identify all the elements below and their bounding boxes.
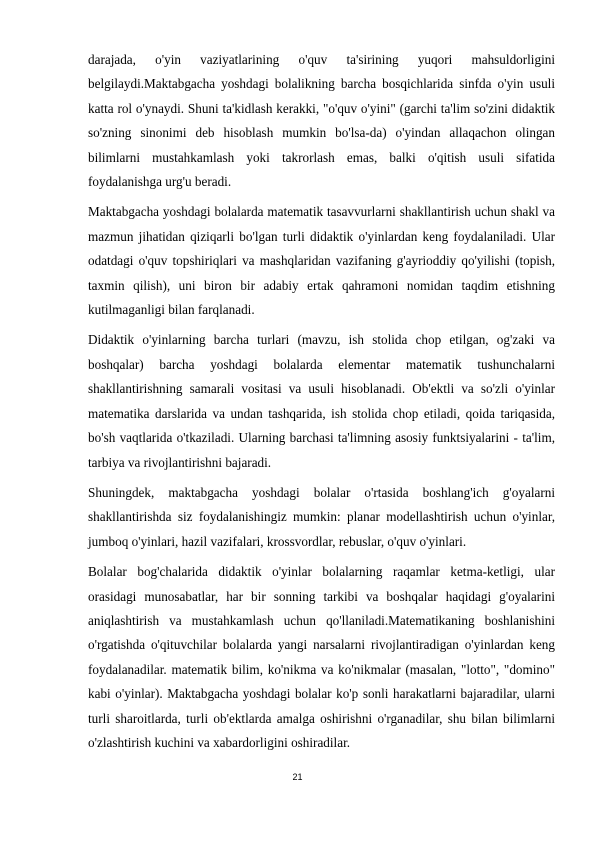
document-body: [88, 48, 555, 761]
page-number: 21: [292, 772, 303, 782]
paragraph-4: Shuningdek, maktabgacha yoshdagi bolalar o'rtasida boshlang'ich g'oyalarni shakllantirishda siz foydalanishingiz mumkin: planar modellashtirish uchun o'yinlar, jumboq o'yinlari, hazil vazifalari, krossvordlar, rebuslar, o'quv o'yinlari.: [88, 484, 555, 549]
paragraph-2: Maktabgacha yoshdagi bolalarda matematik tasavvurlarni shakllantirish uchun shakl va mazmun jihatidan qiziqarli bo'lgan turli didaktik o'yinlardan keng foydalaniladi. Ular odatdagi o'quv topshiriqlari va mashqlaridan vazifaning g'ayrioddiy qo'yilishi (topish, taxmin qilish), uni biron bir adabiy ertak qahramoni nomidan taqdim etishning kutilmaganligi bilan farqlanadi.: [88, 204, 555, 318]
paragraph-1: darajada, o'yin vaziyatlarining o'quv ta'sirining yuqori mahsuldorligini belgilaydi.Maktabgacha yoshdagi bolalikning barcha bosqichlarida sinfda o'yin usuli katta rol o'ynaydi. Shuni ta'kidlash kerakki, "o'quv o'yini" (garchi ta'lim so'zini didaktik so'zning sinonimi deb hisoblash mumkin bo'lsa-da) o'yindan allaqachon olingan bilimlarni mustahkamlash yoki takrorlash emas, balki o'qitish usuli sifatida foydalanishga urg'u beradi.: [88, 52, 555, 190]
paragraph-5: Bolalar bog'chalarida didaktik o'yinlar bolalarning raqamlar ketma-ketligi, ular orasidagi munosabatlar, har bir sonning tarkibi va boshqalar haqidagi g'oyalarini aniqlashtirish va mustahkamlash uchun qo'llaniladi.Matematikaning boshlanishini o'rgatishda o'qituvchilar bolalarda yangi narsalarni rivojlantiradigan o'yinlardan keng foydalanadilar. matematik bilim, ko'nikma va ko'nikmalar (masalan, "lotto", "domino" kabi o'yinlar). Maktabgacha yoshdagi bolalar ko'p sonli harakatlarni bajaradilar, ularni turli sharoitlarda, turli ob'ektlarda amalga oshirishni o'rganadilar, shu bilan bilimlarni o'zlashtirish kuchini va xabardorligini oshiradilar.: [88, 564, 555, 750]
paragraph-3: Didaktik o'yinlarning barcha turlari (mavzu, ish stolida chop etilgan, og'zaki va boshqalar) barcha yoshdagi bolalarda elementar matematik tushunchalarni shakllantirishning samarali vositasi va usuli hisoblanadi. Ob'ektli va so'zli o'yinlar matematika darslarida va undan tashqarida, ish stolida chop etiladi, qoida tariqasida, bo'sh vaqtlarida o'tkaziladi. Ularning barchasi ta'limning asosiy funktsiyalarini - ta'lim, tarbiya va rivojlantirishni bajaradi.: [88, 332, 555, 470]
